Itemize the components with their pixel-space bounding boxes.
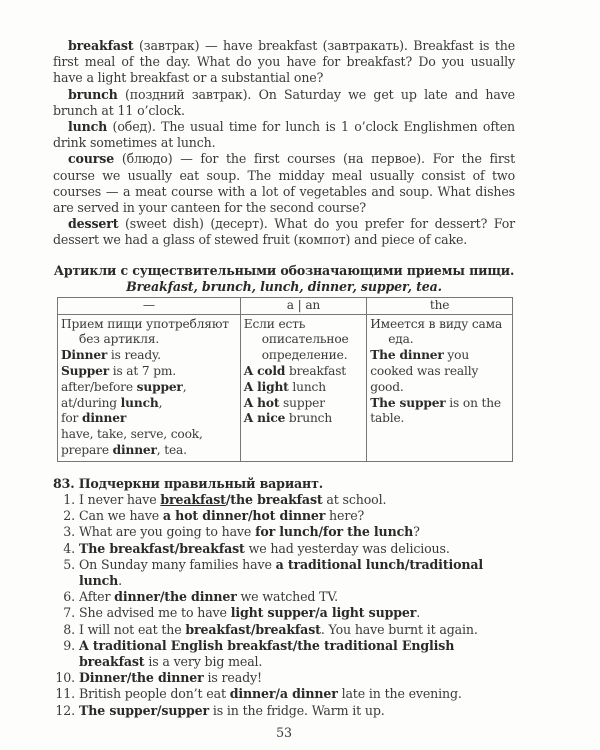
line-text: определение. [261, 348, 348, 363]
answer-options[interactable]: The supper/supper [79, 702, 209, 718]
cell-line [61, 380, 236, 396]
exercise-item [53, 703, 515, 719]
exercise-item [53, 492, 515, 508]
table-title: Артикли с существительными обозначающими приемы пищи. [53, 262, 515, 278]
header-a-an: a | an [240, 297, 366, 314]
item-number: 12. [55, 702, 75, 718]
item-number: 1. [63, 492, 75, 508]
item-number: 10. [55, 670, 75, 686]
exercise-item [53, 524, 515, 540]
item-prefix: I will not eat the [79, 621, 186, 637]
cell-line [244, 348, 362, 364]
line-bold: A nice [243, 411, 286, 426]
item-suffix: ? [413, 524, 420, 540]
table-row [58, 314, 513, 461]
answer-options[interactable]: a hot dinner/hot dinner [162, 508, 326, 524]
line-text: prepare [61, 443, 113, 458]
answer-options[interactable]: breakfast/breakfast [185, 621, 321, 637]
vocab-term: course [68, 151, 115, 167]
vocab-definition: (поздний завтрак). On Saturday we get up late and have brunch at 11 o’clock. [53, 86, 515, 118]
item-prefix: She advised me to have [79, 605, 231, 621]
line-bold: Supper [61, 364, 109, 379]
cell-line [370, 364, 508, 380]
cell-line [370, 348, 508, 364]
answer-options[interactable]: A traditional English breakfast/the traditional English breakfast [79, 637, 455, 670]
item-suffix: is in the fridge. Warm it up. [209, 702, 385, 718]
item-text [79, 541, 515, 557]
line-bold: The dinner [370, 348, 444, 363]
cell-line [61, 411, 236, 427]
line-text: for [61, 411, 82, 426]
item-number: 6. [63, 589, 75, 605]
vocab-definition: (sweet dish) (десерт). What do you prefer for dessert? For dessert we had a glass of stewed fruit (компот) and piece of cake. [53, 216, 515, 248]
item-prefix: On Sunday many families have [79, 556, 276, 572]
item-text [79, 703, 515, 719]
item-prefix: Can we have [79, 508, 163, 524]
item-number: 8. [63, 621, 75, 637]
item-text [79, 492, 515, 508]
item-text [79, 686, 515, 702]
line-text: is ready. [107, 348, 161, 363]
cell-line [244, 411, 362, 427]
vocab-entry-lunch [53, 119, 515, 151]
cell-line [61, 364, 236, 380]
cell-line [244, 364, 362, 380]
item-prefix: What are you going to have [79, 524, 256, 540]
cell-line [244, 317, 362, 333]
line-text: без артикля. [79, 332, 160, 347]
item-suffix: here? [325, 508, 365, 524]
answer-options[interactable]: dinner/the dinner [114, 589, 237, 605]
exercise-list [53, 492, 515, 719]
exercise-item [53, 589, 515, 605]
item-prefix: I never have [79, 492, 161, 508]
item-text [79, 508, 515, 524]
item-text [79, 638, 515, 670]
vocab-entry-brunch [53, 87, 515, 119]
item-suffix: . [416, 605, 421, 621]
line-bold: A hot [243, 395, 280, 410]
line-bold: dinner [112, 443, 157, 458]
cell-line [61, 317, 236, 333]
line-bold: A cold [243, 364, 286, 379]
item-text [79, 557, 515, 589]
cell-line [61, 427, 236, 443]
exercise-title: 83. Подчеркни правильный вариант. [53, 475, 323, 491]
exercise-item [53, 508, 515, 524]
table-header-row [58, 297, 513, 314]
line-bold: A light [243, 379, 289, 394]
item-text [79, 622, 515, 638]
exercise-item [53, 670, 515, 686]
item-suffix: . [118, 573, 123, 589]
item-text [79, 524, 515, 540]
line-bold: Dinner [61, 348, 108, 363]
item-number: 9. [63, 637, 75, 653]
item-prefix: After [79, 589, 115, 605]
line-text: , [158, 395, 163, 410]
line-text: еда. [388, 332, 414, 347]
answer-options[interactable]: for lunch/for the lunch [255, 524, 414, 540]
cell-line [61, 396, 236, 412]
item-number: 2. [63, 508, 75, 524]
item-number: 11. [55, 686, 75, 702]
answer-options[interactable]: The breakfast/breakfast [79, 540, 245, 556]
table-subtitle: Breakfast, brunch, lunch, dinner, supper, tea. [126, 278, 442, 294]
vocab-term: lunch [68, 119, 108, 135]
cell-the [367, 314, 513, 461]
item-text [79, 589, 515, 605]
cell-line [61, 348, 236, 364]
line-text: breakfast [285, 364, 347, 379]
cell-line [244, 396, 362, 412]
answer-options[interactable]: a traditional lunch/traditional lunch [79, 556, 484, 589]
line-text: Прием пищи употребляют [61, 316, 229, 331]
item-text [79, 605, 515, 621]
vocab-entry-breakfast [53, 38, 515, 87]
line-bold: supper [136, 379, 183, 394]
vocab-entry-dessert [53, 216, 515, 248]
item-number: 3. [63, 524, 75, 540]
exercise-item [53, 638, 515, 670]
line-text: Имеется в виду сама [370, 316, 503, 331]
line-text: have, take, serve, cook, [61, 427, 203, 442]
cell-line [61, 443, 236, 459]
line-text: table. [370, 411, 405, 426]
cell-line [61, 332, 236, 348]
line-text: brunch [285, 411, 333, 426]
item-number: 7. [63, 605, 75, 621]
page-number: 53 [276, 724, 292, 740]
item-text [79, 670, 515, 686]
line-text: is at 7 pm. [108, 364, 176, 379]
line-text: after/before [61, 379, 137, 394]
vocabulary-section [53, 38, 515, 249]
cell-line [370, 332, 508, 348]
vocab-term: dessert [68, 216, 119, 232]
line-bold: dinner [81, 411, 127, 426]
exercise-item [53, 605, 515, 621]
line-text: описательное [261, 332, 349, 347]
item-suffix: at school. [322, 492, 387, 508]
textbook-page [53, 38, 515, 741]
item-suffix: is ready! [203, 670, 262, 686]
vocab-entry-course [53, 151, 515, 216]
vocab-term: breakfast [68, 38, 134, 53]
vocab-definition: (завтрак) — have breakfast (завтракать). Breakfast is the first meal of the day. What do you have for breakfast? Do you usually have a light breakfast or a substantial one? [53, 38, 515, 86]
exercise-item [53, 622, 515, 638]
item-number: 4. [63, 540, 75, 556]
item-number: 5. [63, 556, 75, 572]
articles-table [57, 297, 513, 462]
line-bold: The supper [370, 395, 446, 410]
line-text: is on the [445, 395, 501, 410]
line-text: lunch [288, 379, 326, 394]
line-text: , [182, 379, 187, 394]
item-suffix: . You have burnt it again. [320, 621, 478, 637]
cell-line [244, 332, 362, 348]
line-text: Если есть [243, 316, 306, 331]
line-text: at/during [61, 395, 121, 410]
cell-a-an [240, 314, 366, 461]
answer-options[interactable]: light supper/a light supper [230, 605, 417, 621]
line-text: supper [279, 395, 325, 410]
cell-no-article [58, 314, 241, 461]
line-text: , tea. [156, 443, 187, 458]
item-suffix: is a very big meal. [144, 654, 263, 670]
answer-options[interactable]: /the breakfast [225, 492, 323, 508]
line-text: you [443, 348, 470, 363]
answer-options[interactable]: dinner/a dinner [229, 686, 338, 702]
line-bold: lunch [120, 395, 159, 410]
exercise-item [53, 686, 515, 702]
answer-options[interactable]: Dinner/the dinner [79, 670, 204, 686]
line-text: good. [370, 379, 404, 394]
header-the: the [367, 297, 513, 314]
cell-line [370, 411, 508, 427]
header-no-article: — [58, 297, 241, 314]
item-prefix: British people don’t eat [79, 686, 230, 702]
cell-line [370, 317, 508, 333]
item-suffix: late in the evening. [337, 686, 462, 702]
exercise-item [53, 557, 515, 589]
cell-line [370, 396, 508, 412]
vocab-term: brunch [68, 86, 118, 102]
cell-line [370, 380, 508, 396]
line-text: cooked was really [370, 364, 479, 379]
underlined-answer: breakfast [160, 492, 226, 508]
item-suffix: we watched TV. [236, 589, 339, 605]
item-suffix: we had yesterday was delicious. [244, 540, 450, 556]
cell-line [244, 380, 362, 396]
vocab-definition: (блюдо) — for the first courses (на первое). For the first course we usually eat soup. The midday meal usually consist of two courses — a meat course with a lot of vegetables and soup. What dishes are served in your canteen for the second course? [53, 151, 515, 216]
exercise-item [53, 541, 515, 557]
vocab-definition: (обед). The usual time for lunch is 1 o’clock Englishmen often drink sometimes at lunch. [53, 119, 515, 151]
